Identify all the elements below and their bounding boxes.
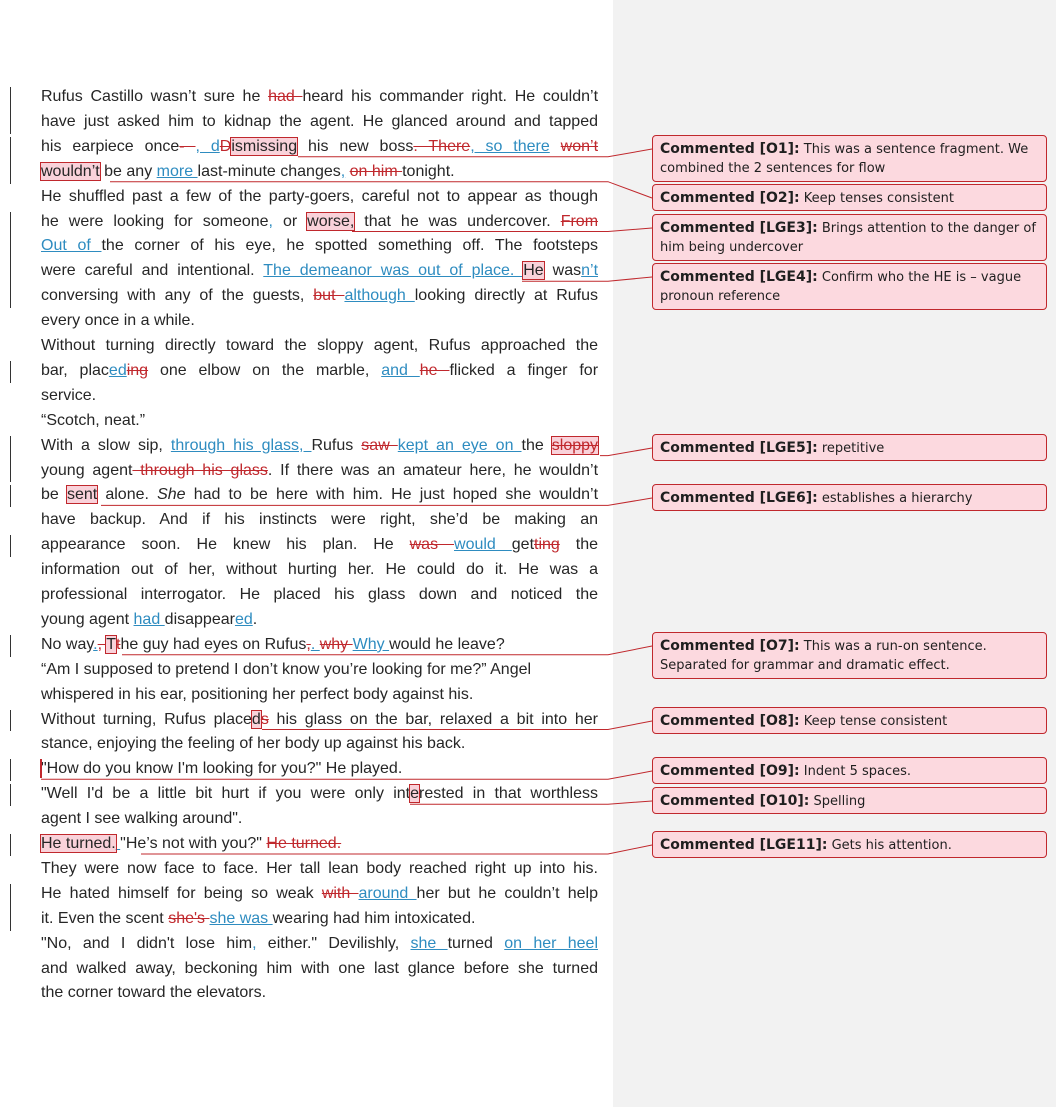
insertion: had <box>133 610 165 628</box>
comment-balloon[interactable] <box>652 632 1047 679</box>
text-run: the <box>521 436 552 454</box>
insertion: ed <box>108 361 127 379</box>
insertion: more <box>156 162 198 180</box>
comment-text: Brings attention to the danger of him being undercover <box>660 221 1036 255</box>
text-run: . <box>252 610 258 628</box>
commented-deletion: sloppy <box>551 436 599 454</box>
insertion: , <box>252 934 257 952</box>
comment-text: establishes a hierarchy <box>817 491 973 506</box>
emphasis: She <box>157 486 186 504</box>
commented-text: e <box>410 785 420 803</box>
text-run: stance, enjoying the feeling of her body up against his back. <box>41 735 466 753</box>
text-run: and walked away, beckoning him with one last glance before she turned <box>41 959 598 977</box>
comment-leader-line <box>522 277 652 281</box>
deletion: , <box>306 635 311 653</box>
comment-text: Spelling <box>809 794 866 809</box>
text-run: alone. <box>97 486 158 504</box>
text-run: disappear <box>164 610 235 628</box>
comment-balloon[interactable] <box>652 214 1047 261</box>
insertion: she <box>410 934 448 952</box>
comment-leader-line <box>41 771 652 779</box>
text-run: conversing with any of the guests, <box>41 287 314 305</box>
deletion: was <box>409 536 455 554</box>
text-run: would he leave? <box>389 635 505 653</box>
comment-balloon[interactable] <box>652 484 1047 511</box>
insertion: , <box>340 162 346 180</box>
comment-balloon[interactable] <box>652 757 1047 784</box>
comment-leader-line <box>600 448 652 456</box>
comment-text: Keep tenses consistent <box>799 191 954 206</box>
text-run: rested in that worthless <box>419 785 599 803</box>
comment-text: This was a run-on sentence. Separated for grammar and dramatic effect. <box>660 639 987 673</box>
insertion: Why <box>352 635 390 653</box>
text-run: get <box>511 536 535 554</box>
deletion: on him <box>349 162 403 180</box>
insertion: she was <box>209 909 273 927</box>
deletion: . There <box>413 137 471 155</box>
text-run: whispered in his ear, positioning her perfect body against his. <box>41 685 474 703</box>
comment-text: Gets his attention. <box>827 838 952 853</box>
insertion: around <box>358 884 417 902</box>
text-run: or <box>273 212 308 230</box>
comment-balloon[interactable] <box>652 787 1047 814</box>
insertion: through his glass, <box>170 436 312 454</box>
deletion: He turned. <box>266 835 342 852</box>
deletion: ing <box>126 361 149 379</box>
insertion: Out of <box>41 237 102 255</box>
deletion: had <box>268 88 303 105</box>
commented-text: d <box>251 710 261 728</box>
text-run: No way <box>41 635 94 653</box>
comment-text: Indent 5 spaces. <box>799 764 912 779</box>
insertion: kept an eye on <box>397 436 522 454</box>
text-run: "He’s not with you?" <box>120 835 267 852</box>
comment-leader-line <box>298 149 652 157</box>
text-run: turned <box>447 934 505 952</box>
insertion: would <box>454 536 512 554</box>
comment-leader-line <box>141 845 652 854</box>
text-run: that he was undercover. <box>354 212 561 230</box>
comment-author-label: Commented [LGE5]: <box>660 440 818 456</box>
comment-balloon[interactable] <box>652 831 1047 858</box>
deletion: saw <box>361 436 398 454</box>
insertion: The demeanor was out of place. <box>263 262 524 280</box>
comment-leader-line <box>101 498 652 505</box>
text-run: his new boss <box>297 137 414 155</box>
comment-author-label: Commented [LGE6]: <box>660 490 818 506</box>
comment-author-label: Commented [LGE11]: <box>660 837 828 853</box>
deletion: - <box>179 137 196 155</box>
text-run: information out of her, without hurting her. He could do it. He was a <box>41 561 598 579</box>
comment-leader-line <box>110 182 652 198</box>
insertion: . <box>93 635 98 653</box>
deletion: s <box>260 710 269 728</box>
commented-text: wouldn’t <box>41 162 100 180</box>
text-run: one elbow on the marble, <box>148 361 382 379</box>
deletion: , <box>97 635 107 653</box>
insertion: , <box>268 212 273 230</box>
text-run: With a slow sip, <box>41 436 171 454</box>
text-run: he guy had eyes on Rufus <box>120 635 307 653</box>
comment-balloon[interactable] <box>652 707 1047 734</box>
text-run: was <box>543 262 582 280</box>
text-run: be <box>41 486 67 504</box>
text-run: her but he couldn’t help <box>416 884 599 902</box>
comment-author-label: Commented [O1]: <box>660 141 800 157</box>
text-run: be any <box>99 162 157 180</box>
deletion: he <box>419 361 450 379</box>
text-run: “Scotch, neat.” <box>41 411 146 429</box>
text-run: "No, and I didn't lose him <box>41 934 253 952</box>
comment-author-label: Commented [O7]: <box>660 638 800 654</box>
deletion: she's <box>168 909 210 927</box>
comment-text: repetitive <box>817 441 885 456</box>
comment-text: This was a sentence fragment. We combined the 2 sentences for flow <box>660 142 1029 176</box>
comment-balloon[interactable] <box>652 184 1047 211</box>
text-run: “Am I supposed to pretend I don’t know you’re looking for me?” Angel <box>41 660 532 678</box>
comment-text: Confirm who the HE is – vague pronoun reference <box>660 270 1022 304</box>
deletion: t <box>116 635 121 653</box>
comment-leader-line <box>122 646 652 655</box>
comment-author-label: Commented [LGE4]: <box>660 269 818 285</box>
text-run: Without turning, Rufus place <box>41 710 252 728</box>
text-run: his earpiece once <box>41 137 180 155</box>
comment-balloon[interactable] <box>652 263 1047 310</box>
insertion: and <box>381 361 420 379</box>
text-run: Rufus <box>311 436 362 454</box>
comment-author-label: Commented [O2]: <box>660 190 800 206</box>
insertion: although <box>344 287 415 305</box>
comment-author-label: Commented [O9]: <box>660 763 800 779</box>
text-run: have just asked him to kidnap the agent. He glanced around and tapped <box>41 112 598 130</box>
text-run: the <box>559 536 598 554</box>
commented-text: T <box>106 635 117 653</box>
text-run: Without turning directly toward the sloppy agent, Rufus approached the <box>41 337 598 354</box>
text-run: agent I see walking around". <box>41 810 243 828</box>
comment-author-label: Commented [O8]: <box>660 713 800 729</box>
comment-balloon[interactable] <box>652 135 1047 182</box>
text-run: young agent <box>41 461 133 479</box>
commented-text: sent <box>66 486 98 504</box>
text-run: "How do you know I'm looking for you?" He played. <box>41 760 403 778</box>
insertion: n’t <box>581 262 599 280</box>
text-run: have backup. And if his instincts were right, she’d be making an <box>41 511 598 529</box>
text-run: . If there was an amateur here, he wouldn’t <box>267 461 599 479</box>
deletion: with <box>321 884 359 902</box>
text-run: He shuffled past a few of the party-goers, careful not to appear as though <box>41 187 598 205</box>
text-run: flicked a finger for <box>449 361 599 379</box>
insertion: . <box>310 635 320 653</box>
deletion: why <box>319 635 353 653</box>
deletion: ting <box>534 536 560 554</box>
deletion: D <box>219 137 232 155</box>
comment-leader-line <box>352 228 652 232</box>
text-run: bar, plac <box>41 361 109 379</box>
deletion: From <box>560 212 599 230</box>
text-run: last-minute changes <box>197 162 341 180</box>
text-run: his glass on the bar, relaxed a bit into her <box>268 710 598 728</box>
insertion: , so there <box>470 137 550 155</box>
comment-text: Keep tense consistent <box>799 714 948 729</box>
commented-text: ismissing <box>231 137 298 155</box>
text-run: appearance soon. He knew his plan. He <box>41 536 410 554</box>
deletion: through his glass <box>132 461 268 479</box>
text-run: looking directly at Rufus <box>414 287 599 305</box>
comment-author-label: Commented [O10]: <box>660 793 810 809</box>
text-run: every once in a while. <box>41 312 195 330</box>
insertion: , d <box>195 137 220 155</box>
text-run: heard his commander right. He couldn’t <box>302 88 599 105</box>
text-run: Rufus Castillo wasn’t sure he <box>41 88 269 105</box>
text-run: either." Devilishly, <box>256 934 411 952</box>
text-run: He hated himself for being so weak <box>41 884 322 902</box>
comment-leader-line <box>262 721 652 730</box>
comment-balloon[interactable] <box>652 434 1047 461</box>
text-run: "Well I'd be a little bit hurt if you were only int <box>41 785 411 803</box>
commented-text: He turned. <box>41 835 116 852</box>
commented-text: worse, <box>307 212 355 230</box>
text-run: tonight. <box>402 162 455 180</box>
text-run: professional interrogator. He placed his glass down and noticed the <box>41 586 598 603</box>
deletion: won’t <box>560 137 599 155</box>
text-run: had to be here with him. He just hoped she wouldn’t <box>185 486 599 504</box>
text-run: young agent <box>41 610 134 628</box>
deletion: but <box>313 287 345 305</box>
text-run: the corner toward the elevators. <box>41 984 267 1002</box>
text-run: it. Even the scent <box>41 909 169 927</box>
text-run: the corner of his eye, he spotted something off. The footsteps <box>101 237 598 255</box>
comment-leader-line <box>410 801 652 804</box>
text-run: They were now face to face. Her tall lean body reached right up into his. <box>41 859 598 877</box>
text-run: wearing had him intoxicated. <box>272 909 476 927</box>
insertion: on her heel <box>504 934 599 952</box>
insertion: ed <box>234 610 253 628</box>
text-run: service. <box>41 386 97 404</box>
text-run: he were looking for someone <box>41 212 269 230</box>
comment-author-label: Commented [LGE3]: <box>660 220 818 236</box>
text-run: were careful and intentional. <box>41 262 264 280</box>
commented-text: He <box>523 262 544 280</box>
